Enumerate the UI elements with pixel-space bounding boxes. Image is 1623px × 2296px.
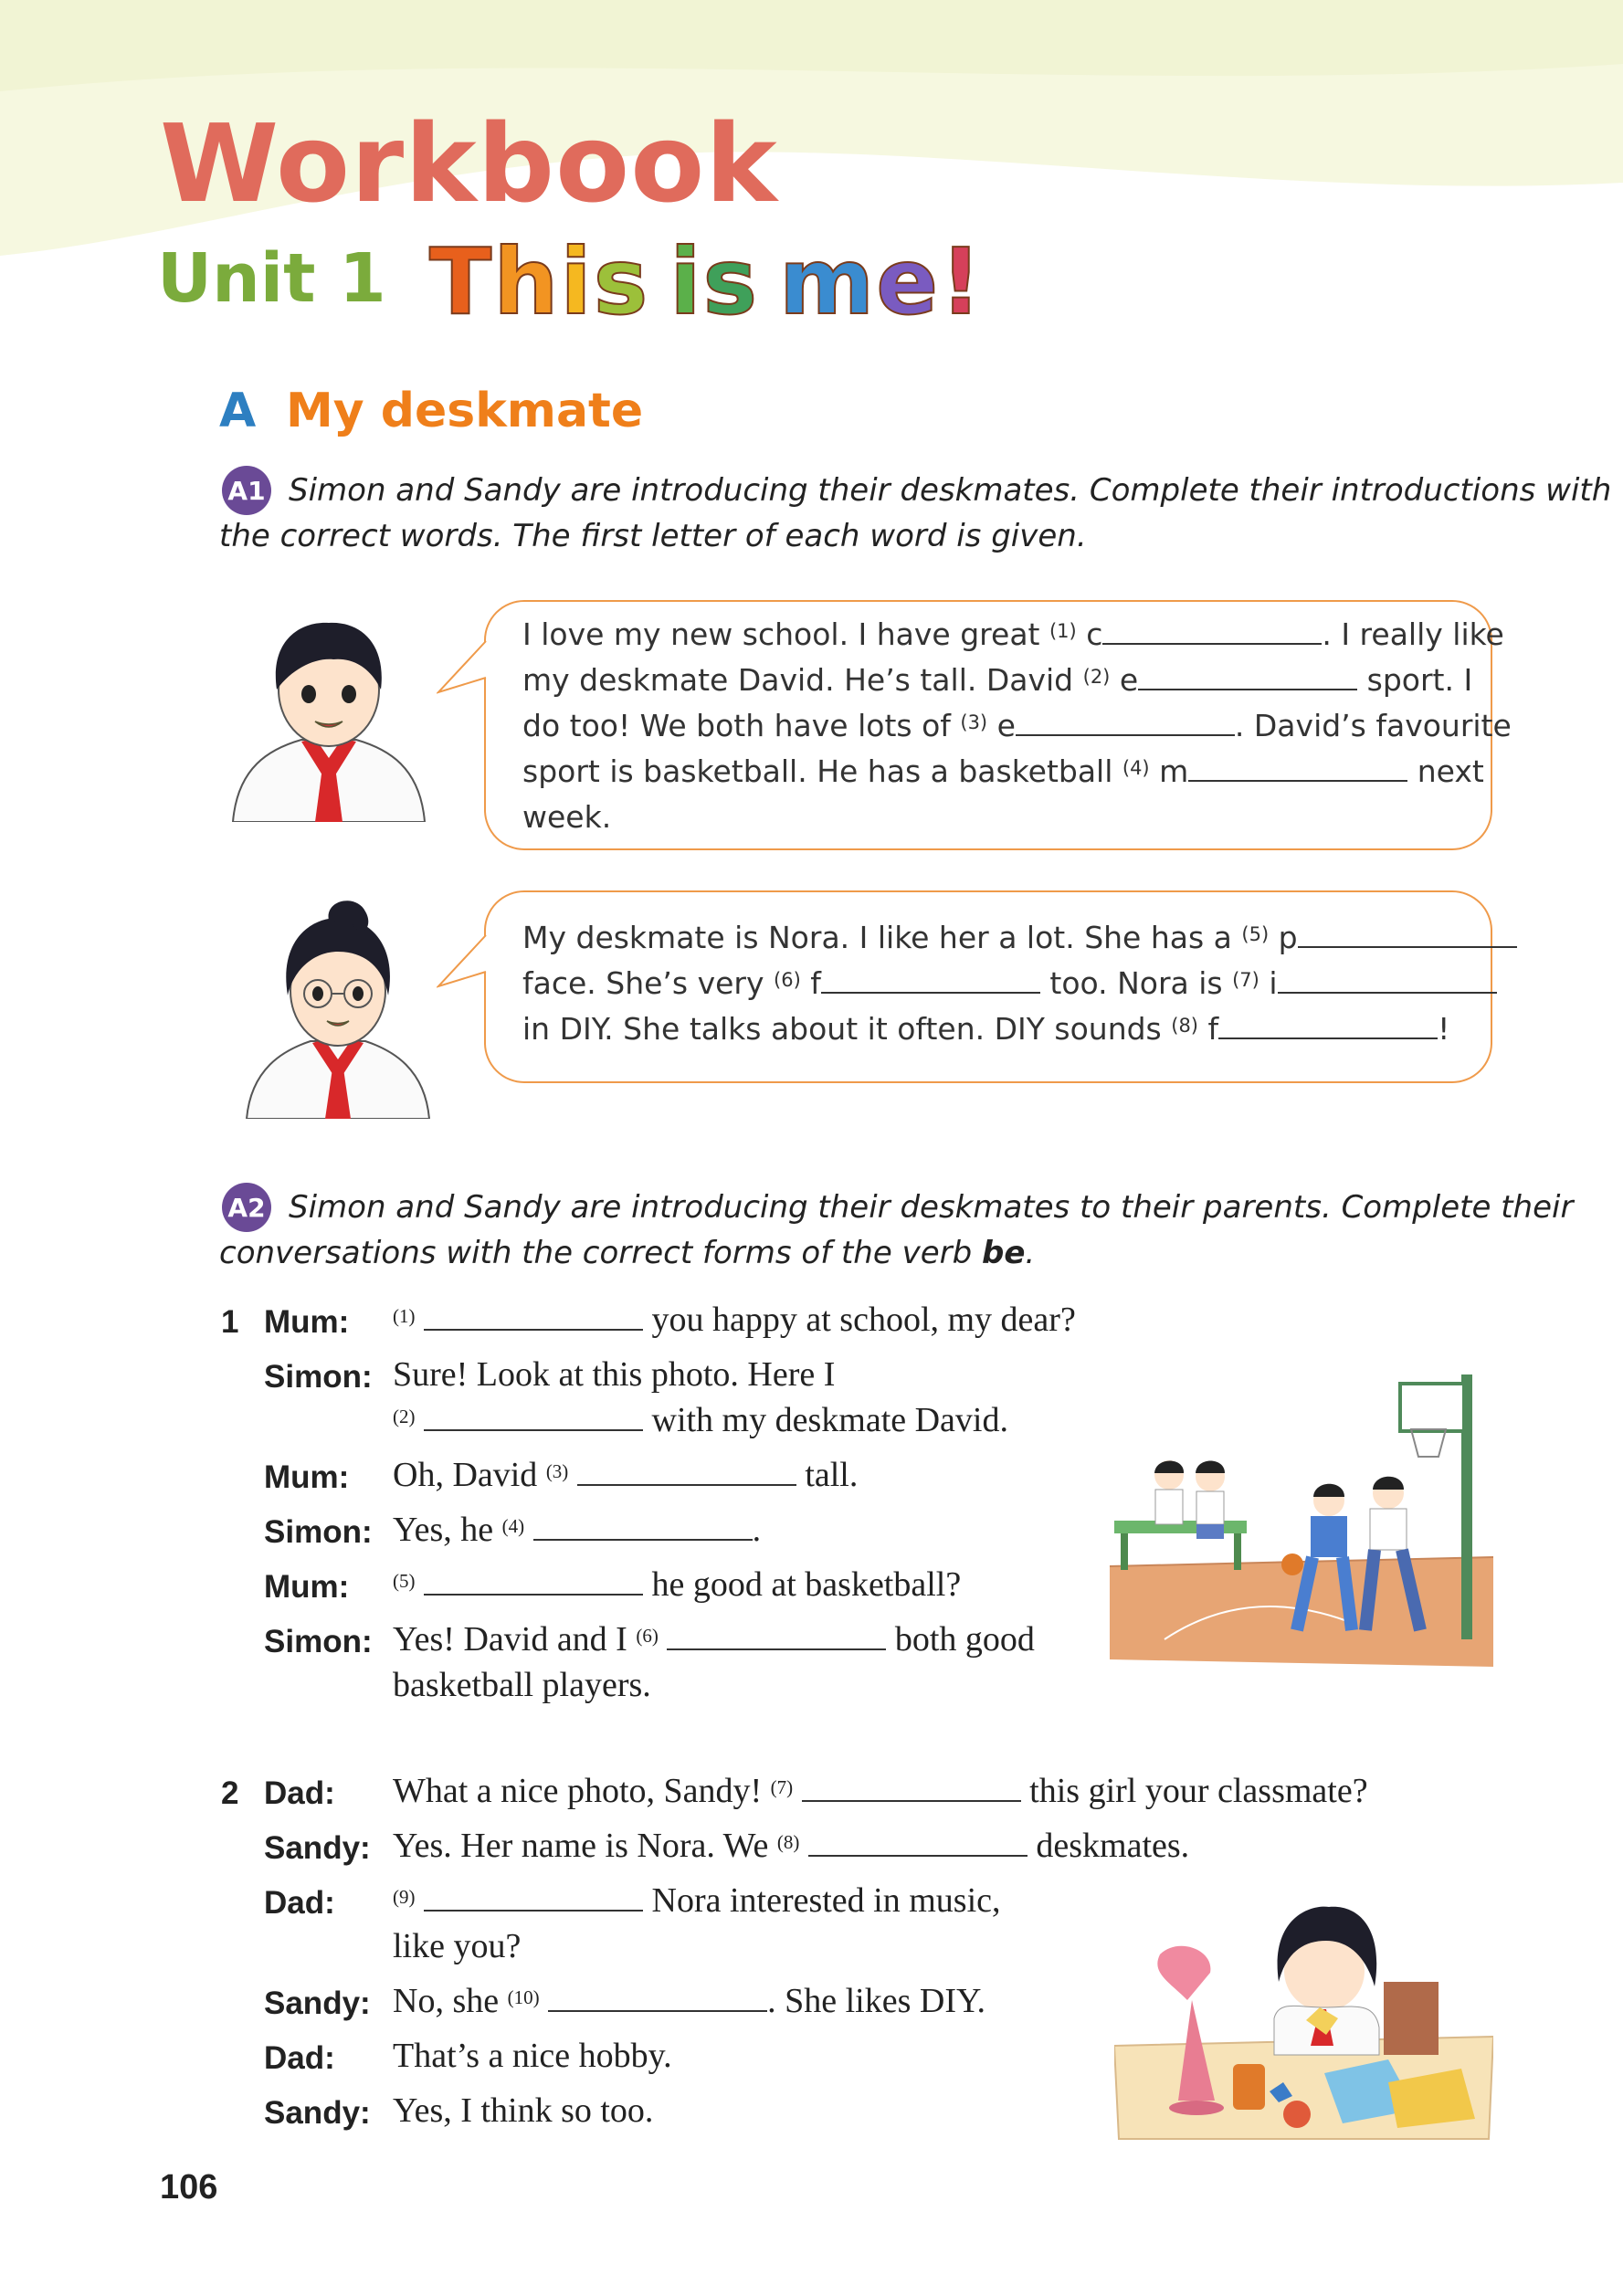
speaker-label: Sandy: <box>264 1985 371 2021</box>
conversation-2-number: 2 <box>221 1775 239 1811</box>
page-number: 106 <box>160 2168 218 2206</box>
section-title: My deskmate <box>286 384 644 438</box>
blank-c9[interactable] <box>424 1884 643 1912</box>
unit-label: Unit 1 <box>157 239 386 318</box>
blank-4[interactable] <box>1188 754 1407 782</box>
dialogue-line: Yes! David and I $^{(6)}$ both good <box>393 1620 1035 1659</box>
blank-3[interactable] <box>1016 709 1235 736</box>
sandy-portrait <box>237 895 438 1119</box>
unit-title-letter: i <box>669 228 703 335</box>
unit-title-letter: ! <box>940 228 984 335</box>
blank-c3[interactable] <box>577 1459 796 1486</box>
speaker-label: Mum: <box>264 1304 350 1340</box>
dialogue-line: No, she $^{(10)}$ . She likes DIY. <box>393 1982 986 2020</box>
unit-title-letter: h <box>493 228 561 335</box>
blank-2[interactable] <box>1138 663 1357 690</box>
conversation-1-number: 1 <box>221 1304 239 1340</box>
blank-c2[interactable] <box>424 1404 643 1431</box>
blank-7[interactable] <box>1278 966 1497 994</box>
blank-8[interactable] <box>1218 1012 1438 1039</box>
dialogue-line: Yes, he $^{(4)}$ . <box>393 1511 762 1549</box>
blank-5[interactable] <box>1298 921 1517 948</box>
dialogue-line: Sure! Look at this photo. Here I <box>393 1355 836 1394</box>
speaker-label: Mum: <box>264 1459 350 1495</box>
blank-1[interactable] <box>1102 617 1322 645</box>
speaker-label: Simon: <box>264 1359 373 1395</box>
speaker-label: Dad: <box>264 2040 335 2076</box>
blank-c10[interactable] <box>548 1985 767 2012</box>
blank-c7[interactable] <box>802 1775 1021 1802</box>
bubble-tail-simon <box>437 639 491 703</box>
section-letter: A <box>219 384 257 438</box>
a1-badge: A1 <box>222 466 271 515</box>
blank-c5[interactable] <box>424 1568 643 1596</box>
dialogue-line: That’s a nice hobby. <box>393 2037 672 2075</box>
a1-instruction-line2: the correct words. The first letter of each word is given. <box>219 518 1087 554</box>
dialogue-line: Yes. Her name is Nora. We $^{(8)}$ deskmates. <box>393 1827 1190 1865</box>
diy-illustration <box>1114 1900 1493 2142</box>
dialogue-line: Oh, David $^{(3)}$ tall. <box>393 1456 859 1494</box>
unit-title-letter: s <box>593 228 650 335</box>
speaker-label: Dad: <box>264 1885 335 1921</box>
unit-title-letter: e <box>876 228 941 335</box>
dialogue-line: $^{(5)}$ he good at basketball? <box>393 1565 962 1604</box>
unit-title-letter: s <box>702 228 760 335</box>
unit-title-letter <box>649 228 669 335</box>
bubble-tail-sandy <box>437 933 491 997</box>
speaker-label: Simon: <box>264 1514 373 1550</box>
blank-c4[interactable] <box>533 1513 753 1541</box>
dialogue-line: like you? <box>393 1927 522 1965</box>
dialogue-line: Yes, I think so too. <box>393 2091 654 2130</box>
speaker-label: Sandy: <box>264 1830 371 1866</box>
speaker-label: Mum: <box>264 1569 350 1605</box>
speaker-label: Dad: <box>264 1775 335 1811</box>
a2-instruction-line2: conversations with the correct forms of the verb be. <box>219 1235 1036 1271</box>
a2-badge: A2 <box>222 1183 271 1232</box>
dialogue-line: $^{(1)}$ you happy at school, my dear? <box>393 1301 1076 1339</box>
sandy-introduction: My deskmate is Nora. I like her a lot. She has a $^{(5)}$ p face. She’s very $^{(6)}$ f too. Nora is $^{(7)}$ i in DIY. She talks about it often. DIY sounds $^{(8)}$ f ! <box>522 915 1517 1052</box>
unit-title <box>429 228 984 335</box>
blank-c8[interactable] <box>808 1829 1028 1857</box>
unit-title-letter: i <box>560 228 594 335</box>
speaker-label: Sandy: <box>264 2095 371 2131</box>
blank-6[interactable] <box>821 966 1040 994</box>
unit-title-letter <box>759 228 779 335</box>
dialogue-line: $^{(2)}$ with my deskmate David. <box>393 1401 1008 1439</box>
a2-instruction-line1: Simon and Sandy are introducing their deskmates to their parents. Complete their <box>289 1189 1574 1226</box>
a1-instruction-line1: Simon and Sandy are introducing their deskmates. Complete their introductions with <box>289 472 1612 509</box>
unit-title-letter: m <box>779 228 877 335</box>
simon-portrait <box>224 603 434 822</box>
dialogue-line: What a nice photo, Sandy! $^{(7)}$ this girl your classmate? <box>393 1772 1368 1810</box>
unit-title-letter: T <box>429 228 494 335</box>
basketball-illustration <box>1110 1365 1493 1667</box>
dialogue-line: basketball players. <box>393 1666 651 1704</box>
dialogue-line: $^{(9)}$ Nora interested in music, <box>393 1881 1001 1920</box>
simon-introduction: I love my new school. I have great $^{(1)}$ c . I really like my deskmate David. He’s tall. David $^{(2)}$ e sport. I do too! We both have lots of $^{(3)}$ e . David’s favourite sport is basketball. He has a basketball $^{(4)}$ m next week. <box>522 616 1512 835</box>
speaker-label: Simon: <box>264 1624 373 1659</box>
workbook-title: Workbook <box>160 100 778 226</box>
blank-c6[interactable] <box>667 1623 886 1650</box>
blank-c1[interactable] <box>424 1303 643 1331</box>
